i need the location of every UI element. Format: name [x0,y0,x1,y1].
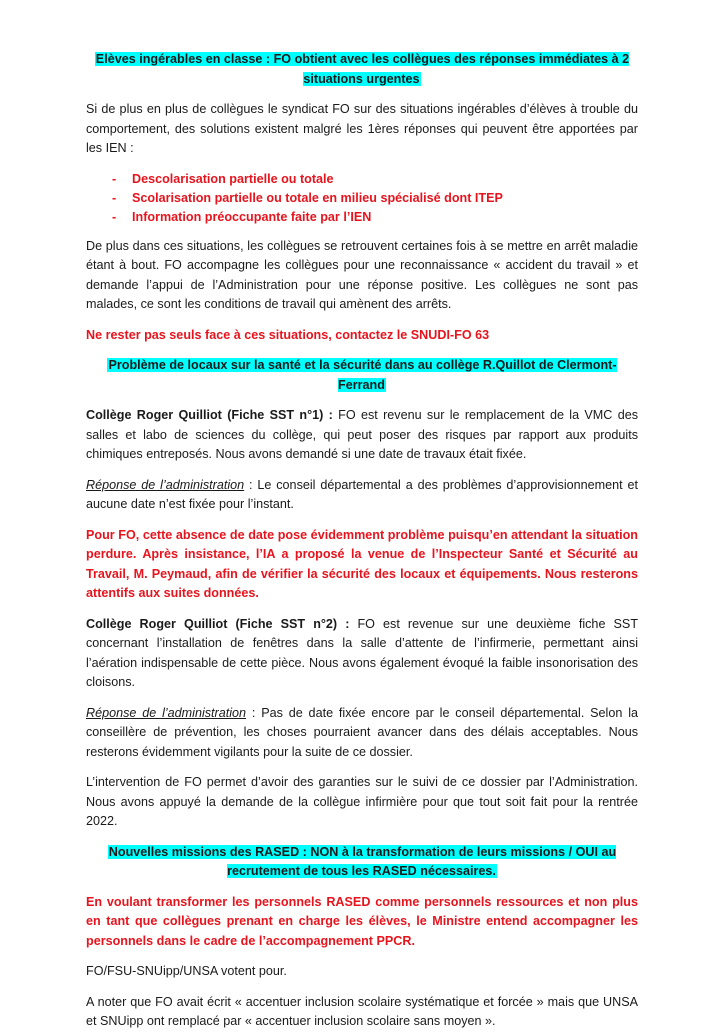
reponse-label: Réponse de l’administration [86,705,247,720]
fiche-label: Collège Roger Quilliot (Fiche SST n°1) : [86,408,333,422]
list-item: - Scolarisation partielle ou totale en milieu spécialisé dont ITEP [112,190,503,205]
section-title-rased: Nouvelles missions des RASED : NON à la transformation de leurs missions / OUI au recrutement de tous les RASED nécessaires. [108,844,617,878]
paragraph-rased-red: En voulant transformer les personnels RASED comme personnels ressources et non plus en tant que collègues prenant en charge les élèves, le Ministre entend accompagner les personnels dans le cadre de l’accompagnement PPCR. [86,894,638,948]
paragraph-intro: Si de plus en plus de collègues le syndicat FO sur des situations ingérables d’élèves à trouble du comportement, des solutions existent malgré les 1ères réponses qui peuvent être apportées par les IEN : [86,102,638,155]
paragraph-vote: FO/FSU-SNUipp/UNSA votent pour. [86,964,287,978]
paragraph-fiche-sst-2: Collège Roger Quilliot (Fiche SST n°2) : FO est revenue sur une deuxième fiche SST concernant l’installation de fenêtres dans la salle d’attente de l’infirmerie, permettant ainsi l’aération indispensable de cette pièce. Nous avons également évoqué la faible insonorisation des cloisons. [86,616,639,689]
solutions-list [86,170,638,227]
fiche-label: Collège Roger Quilliot (Fiche SST n°2) : [86,616,350,631]
section-title-locaux: Problème de locaux sur la santé et la sécurité dans au collège R.Quillot de Clermont-Ferrand [108,358,617,392]
paragraph-arret-maladie: De plus dans ces situations, les collègues se retrouvent certaines fois à se mettre en arrêt maladie étant à bout. FO accompagne les collègues pour une reconnaissance « accident du travail » et demande l’appui de l’Administration pour une réponse positive. Les collègues ne sont pas malades, ce sont les conditions de travail qui amènent des arrêts. [86,238,638,311]
paragraph-fo-position: Pour FO, cette absence de date pose évidemment problème puisqu’en attendant la situation perdure. Après insistance, l’IA a proposé la venue de l’Inspecteur Santé et Sécurité au Travail, M. Peymaud, afin de vérifier la sécurité des locaux et équipements. Nous resterons attentifs aux suites données. [86,527,638,600]
list-item: - Descolarisation partielle ou totale [112,171,334,186]
reponse-label: Réponse de l’administration [86,477,245,492]
section-title-eleves: Elèves ingérables en classe : FO obtient avec les collègues des réponses immédiates à 2 situations urgentes [95,52,630,86]
list-item: - Information préoccupante faite par l’IEN [112,209,372,224]
paragraph-note: A noter que FO avait écrit « accentuer inclusion scolaire systématique et forcée » mais que UNSA et SNUipp ont remplacé par « accentuer inclusion scolaire sans moyen ». [86,994,638,1028]
call-to-action: Ne rester pas seuls face à ces situations, contactez le SNUDI-FO 63 [86,327,490,342]
paragraph-reponse-1: Réponse de l’administration : Le conseil départemental a des problèmes d’approvisionnement et aucune date n’est fixée pour l’instant. [86,477,638,511]
paragraph-fiche-sst-1: Collège Roger Quilliot (Fiche SST n°1) : FO est revenu sur le remplacement de la VMC des salles et labo de sciences du collège, qui peut poser des risques par rapport aux produits chimiques entreposés. Nous avons demandé si une date de travaux était fixée. [86,408,638,461]
paragraph-reponse-2: Réponse de l’administration : Pas de date fixée encore par le conseil départemental. Selon la conseillère de prévention, les choses pourraient avancer dans des délais acceptables. Nous resterons évidemment vigilants pour la suite de ce dossier. [86,705,638,759]
paragraph-conclusion: L’intervention de FO permet d’avoir des garanties sur le suivi de ce dossier par l’Administration. Nous avons appuyé la demande de la collègue infirmière pour que tout soit fait pour la rentrée 2022. [86,775,638,828]
